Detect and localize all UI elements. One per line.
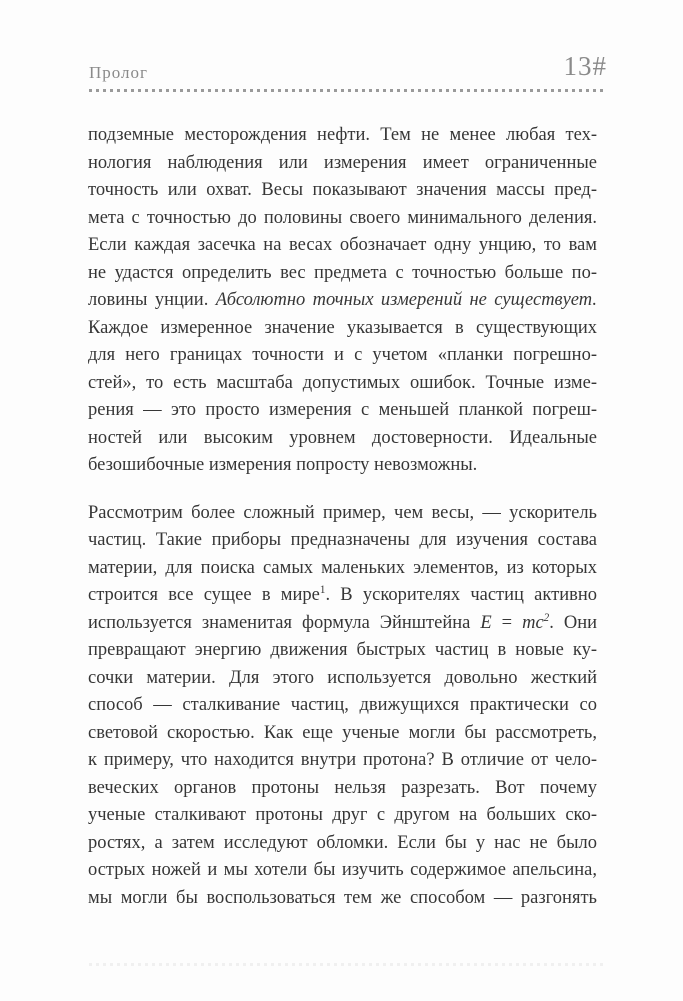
text-line [88,720,597,748]
text-line [88,857,597,885]
text-line [88,315,597,343]
header-dotted-rule [89,89,607,92]
text-line [88,610,597,638]
text-run: ростях, а затем исследуют обломки. Если бы у нас не было [88,832,597,853]
text-run: Если каждая засечка на весах обозначает одну унцию, то вам [88,235,597,255]
page-number: 13# [563,51,607,81]
text-run: к примеру, что находится внутри протона? В отличие от чело- [88,750,597,770]
text-run: частиц. Такие приборы предназначены для изучения состава [88,530,597,550]
text-line [88,775,597,803]
text-line [88,452,597,480]
text-line [88,830,597,858]
text-run: веческих органов протоны нельзя разрезать. Вот почему [88,777,597,798]
text-line [88,232,597,260]
text-run: стей», то есть масштаба допустимых ошибок. Точные изме- [88,372,597,393]
text-run: Рассмотрим более сложный пример, чем весы, — ускоритель [88,502,597,523]
text-run: мы могли бы воспользоваться тем же способом — разгонять [88,887,597,908]
text-run: строится все сущее в мире [88,585,320,605]
paragraph [88,500,597,913]
text-run: точность или охват. Весы показывают значения массы пред- [88,180,597,200]
text-run: ученые сталкивают протоны друг с другом на больших ско- [88,805,597,825]
text-line [88,370,597,398]
text-line [88,637,597,665]
bottom-ghost-dots [89,963,607,966]
text-line [88,500,597,528]
text-line [88,692,597,720]
page-body [88,122,597,912]
superscript-run: 1 [319,583,326,596]
text-line [88,555,597,583]
text-line [88,260,597,288]
text-run: ностей или высоким уровнем достоверности. Идеальные [88,427,597,448]
text-run: нология наблюдения или измерения имеет ограниченные [88,152,597,173]
text-run: мета с точностью до половины своего минимального деления. [88,207,597,228]
text-run: способ — сталкивание частиц, движущихся практически со [88,695,597,715]
text-run: сочки материи. Для этого используется довольно жесткий [88,667,597,688]
text-run: острых ножей и мы хотели бы изучить содержимое апельсина, [88,860,597,880]
text-line [88,342,597,370]
text-line [88,205,597,233]
paragraph [88,122,597,480]
text-line [88,665,597,693]
text-run: mc [522,612,544,633]
text-run: = [491,612,523,633]
text-run: не удастся определить вес предмета с точностью больше по- [88,262,597,283]
text-run: превращают энергию движения быстрых частиц в новые ку- [88,640,597,660]
text-line [88,397,597,425]
text-line [88,527,597,555]
text-line [88,582,597,610]
text-run: Каждое измеренное значение указывается в существующих [88,317,597,338]
superscript-run: 2 [543,611,550,624]
running-head: Пролог [89,63,149,82]
text-line [88,885,597,913]
text-line [88,287,597,315]
text-line [88,747,597,775]
text-line [88,425,597,453]
text-run: подземные месторождения нефти. Тем не менее любая тех- [88,125,597,145]
text-run: E [480,612,492,633]
text-run: Абсолютно точных измерений не существует. [215,290,597,310]
text-run: . Они [549,612,597,633]
text-run: используется знаменитая формула Эйнштейна [88,612,481,633]
text-line [88,802,597,830]
text-run: световой скоростью. Как еще ученые могли бы рассмотреть, [88,722,597,743]
text-line [88,150,597,178]
text-run: рения — это просто измерения с меньшей планкой погреш- [88,400,597,420]
text-run: материи, для поиска самых маленьких элементов, из которых [88,557,597,578]
text-line [88,122,597,150]
text-line [88,177,597,205]
text-run: для него границах точности и с учетом «планки погрешно- [88,345,597,365]
text-run: безошибочные измерения попросту невозможны. [88,455,478,475]
text-run: ловины унции. [88,290,216,310]
text-run: . В ускорителях частиц активно [325,585,597,605]
